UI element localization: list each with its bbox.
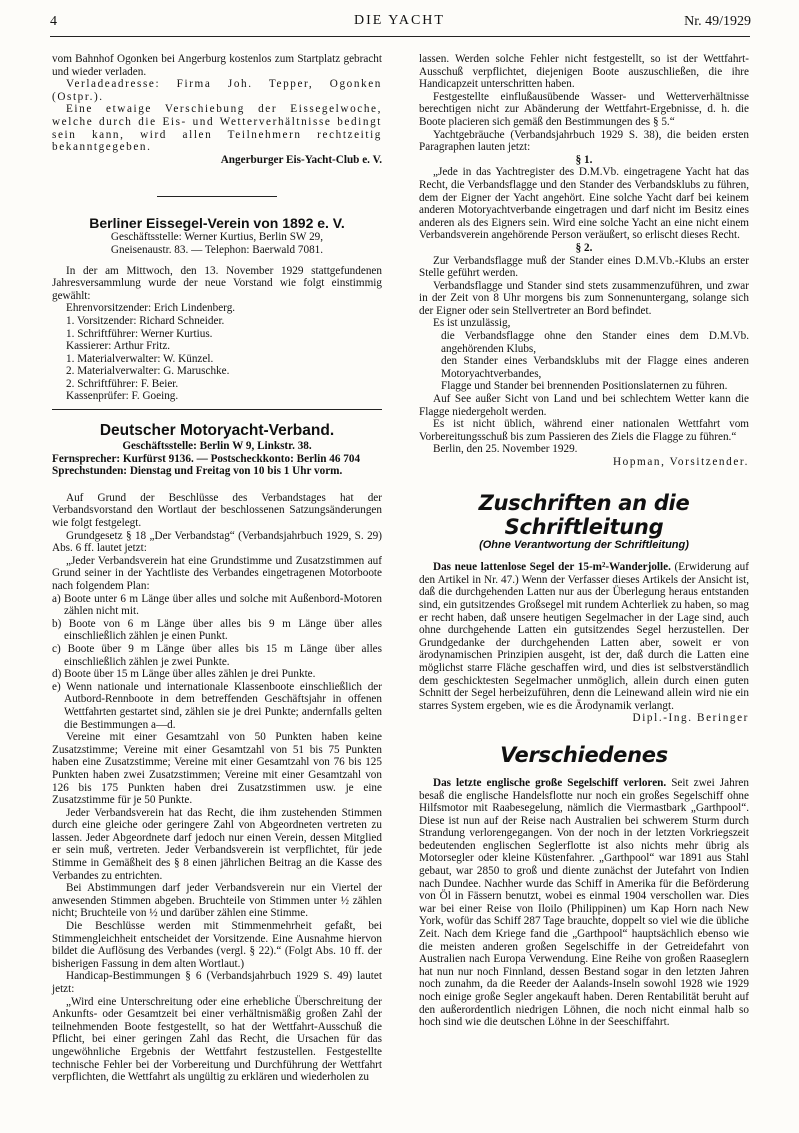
letter-body — [419, 561, 749, 712]
indented-clause: die Verbandsflagge ohne den Stander eines dem D.M.Vb. angehörenden Klubs, — [441, 330, 749, 355]
dmv-paragraph: Jeder Verbandsverein hat das Recht, die ihm zustehenden Stimmen durch eine gleiche oder geringere Zahl von Abgeordneten vertreten zu lassen. Jeder Abgeordnete darf jedoch nur einen Verein, dessen Mitglied er sein muß, vertreten. Jeder Verbandsverein ist verpflichtet, für jede Stimme in Gemäßheit des § 8 einen jährlichen Beitrag an die Kasse des Verbandes zu entrichten. — [52, 806, 382, 882]
running-header — [0, 12, 799, 32]
dmv-list-item: a) Boote unter 6 m Länge über alles und solche mit Außenbord-Motoren zählen nicht mit. — [52, 592, 382, 618]
board-member: 1. Schriftführer: Werner Kurtius. — [66, 327, 213, 340]
dmv-hours: Sprechstunden: Dienstag und Freitag von 10 bis 1 Uhr vorm. — [52, 465, 343, 478]
board-member: 1. Materialverwalter: W. Künzel. — [66, 352, 214, 365]
dmv-phone: Fernsprecher: Kurfürst 9136. — Postscheckkonto: Berlin 46 704 — [52, 452, 361, 465]
continued-paragraph: Zur Verbandsflagge muß der Stander eines D.M.Vb.-Klubs an erster Stelle geführt werden. — [419, 254, 749, 280]
chairman-signature: Hopman, Vorsitzender. — [612, 456, 749, 468]
board-member: 2. Schriftführer: F. Beier. — [66, 377, 179, 390]
section-mark: § 1. — [575, 153, 593, 166]
board-member: Kassenprüfer: F. Goeing. — [66, 390, 179, 403]
club-signature: Angerburger Eis-Yacht-Club e. V. — [220, 153, 382, 166]
board-member-list — [52, 302, 382, 403]
dmv-list-item: b) Boote von 6 m Länge über alles bis 9 m Länge über alles einschließlich zählen je einen Punkt. — [52, 617, 382, 643]
continued-paragraph: Festgestellte einflußausübende Wasser- und Wetterverhältnisse berechtigen nicht zur Abänderung der Wettfahrt-Ergebnisse, d. h. die Boote placieren sich gemäß den Bestimmungen des § 5.“ — [419, 90, 749, 128]
dmv-list-item: d) Boote über 15 m Länge über alles zählen je drei Punkte. — [52, 668, 316, 681]
misc-body — [419, 777, 749, 1029]
board-member: 2. Materialverwalter: G. Maruschke. — [66, 365, 230, 378]
postponement-notice: Eine etwaige Verschiebung der Eissegelwoche, welche durch die Eis- und Wetterverhältnisse bedingt sein kann, wird allen Teilnehmern rechtzeitig bekanntgegeben. — [52, 103, 382, 154]
indented-clause: Flagge und Stander bei brennenden Positionslaternen zu führen. — [441, 380, 728, 393]
right-column — [419, 53, 749, 1029]
continued-paragraph: „Jede in das Yachtregister des D.M.Vb. eingetragene Yacht hat das Recht, die Verbandsflagge und den Stander des Verbandsklubs zu führen, dem der Eigner der Yacht angehört. Eine solche Yacht darf bei keinem anderen Motoryachtverbande eingetragen und darf nicht im Besitz eines anderen als des Eigners sein. Wird eine solche Yacht an eine nicht einem Verbandsverein angehörende Person veräußert, so erlischt dieses Recht. — [419, 166, 749, 242]
dmv-office: Geschäftsstelle: Berlin W 9, Linkstr. 38. — [122, 440, 312, 453]
board-member: Ehrenvorsitzender: Erich Lindenberg. — [66, 302, 236, 315]
letters-subheading: (Ohne Verantwortung der Schriftleitung) — [479, 538, 689, 551]
berliner-paragraph: In der am Mittwoch, den 13. November 1929 stattgefundenen Jahresversammlung wurde der neue Vorstand wie folgt einstimmig gewählt: — [52, 264, 382, 302]
dmv-list-item: c) Boote über 9 m Länge über alles bis 15 m Länge über alles einschließlich zählen je zwei Punkte. — [52, 642, 382, 668]
misc-text: Seit zwei Jahren besaß die englische Handelsflotte nur noch ein großes Segelschiff ohne Hilfsmotor mit Raabesegelung, nämlich die Viermastbark „Garthpool“. Diese ist nun auf der Reise nach Australien bei schwerem Sturm durch Strandung verlorengegangen. Von der noch in der letzten Vorkriegszeit bedeutenden englischen Seglerflotte ist also nichts mehr übrig als Motorsegler oder kleine Küstenfahrer. „Garthpool“ war 1891 aus Stahl gebaut, war 2850 to groß und diente zunächst der Jutefahrt von Indien nach Dundee. Nachher wurde das Schiff in Amerika für die Beförderung von Öl in Fässern benutzt, wobei es einmal 1904 verschollen war. Dies war bei einer Reise von Iloilo (Philippinen) um Kap Horn nach New York, wofür das Schiff 287 Tage brauchte, doppelt so viel wie die übliche Zeit. Nach dem Kriege fand die „Garthpool“ hauptsächlich ebenso wie die meisten anderen großen Segelschiffe in der Getreidefahrt von Australien nach Europa Verwendung. Eine Reihe von großen Raaseglern hat nun nur noch Finnland, dessen Bestand sogar in den letzten Jahren noch zunahm, da die Reeder der Aalands-Inseln sowohl 1928 wie 1929 noch einige große Segler angekauft haben. Deren Rentabilität beruht auf den außerordentlich niedrigen Löhnen, die noch nicht einmal halb so hoch sind wie die deutschen Löhne in der Seeschiffahrt. — [419, 776, 749, 1029]
continued-paragraph: Es ist unzulässig, — [433, 317, 511, 330]
dmv-paragraph: „Wird eine Unterschreitung oder eine erhebliche Überschreitung der Ankunfts- oder Gesamtzeit bei einer verhältnismäßig großen Zahl der teilnehmenden Boote festgestellt, so hat der Wettfahrt-Ausschuß die Pflicht, bei einer geringen Zahl das Recht, die Ursachen für das ungewöhnliche Ergebnis der Wettfahrt festzustellen. Festgestellte technische Fehler bei der Vorbereitung und Durchführung der Wettfahrt verpflichten, die Wettfahrt als ungültig zu erklären und wiederholen zu — [52, 995, 382, 1084]
misc-lead: Das letzte englische große Segelschiff verloren. — [433, 776, 667, 789]
magazine-title: DIE YACHT — [354, 13, 445, 28]
berliner-address-1: Geschäftsstelle: Werner Kurtius, Berlin SW 29, — [110, 231, 324, 244]
dmv-paragraph: Vereine mit einer Gesamtzahl von 50 Punkten haben keine Zusatzstimme; Vereine mit einer Gesamtzahl von 51 bis 75 Punkten haben eine Zusatzstimme; Vereine mit einer Gesamtzahl von 76 bis 125 Punkten haben zwei Zusatzstimmen; Vereine mit einer Gesamtzahl von 126 bis 175 Punkten haben drei Zusatzstimmen usw. je eine Zusatzstimme für je 50 Punkte. — [52, 731, 382, 807]
board-member: 1. Vorsitzender: Richard Schneider. — [66, 314, 225, 327]
continued-paragraph: Auf See außer Sicht von Land und bei schlechtem Wetter kann die Flagge niedergeholt werden. — [419, 393, 749, 418]
letter-lead: Das neue lattenlose Segel der 15-m²-Wanderjolle. — [433, 561, 671, 574]
continued-paragraph: Es ist nicht üblich, während einer nationalen Wettfahrt vom Vorbereitungsschuß bis zum Passieren des Ziels die Flagge zu führen.“ — [419, 418, 749, 443]
berliner-address-2: Gneisenaustr. 83. — Telephon: Baerwald 7081. — [110, 243, 324, 256]
continued-paragraph: lassen. Werden solche Fehler nicht festgestellt, so ist der Wettfahrt-Ausschuß verpflichtet, diejenigen Boote auszuschließen, die ihre Handicapzeit unterschritten haben. — [419, 53, 749, 91]
continued-paragraph: Verbandsflagge und Stander sind stets zusammenzuführen, und zwar in der Zeit von 8 Uhr morgens bis zum Sonnenuntergang, solange sich der Eigner oder sein Stellvertreter an Bord befindet. — [419, 279, 749, 317]
letters-heading: Zuschriften an die Schriftleitung — [478, 490, 690, 539]
dateline: Berlin, den 25. November 1929. — [433, 443, 578, 456]
dmv-paragraph: Handicap-Bestimmungen § 6 (Verbandsjahrbuch 1929 S. 49) lautet jetzt: — [52, 970, 382, 995]
intro-paragraph: vom Bahnhof Ogonken bei Angerburg kostenlos zum Startplatz gebracht und wieder verladen. — [52, 53, 382, 78]
issue-number: Nr. 49/1929 — [684, 14, 751, 29]
berliner-title: Berliner Eissegel-Verein von 1892 e. V. — [89, 215, 345, 232]
header-rule — [50, 36, 750, 37]
letter-signature: Dipl.-Ing. Beringer — [632, 712, 749, 725]
letter-text: (Erwiderung auf den Artikel in Nr. 47.) Wenn der Verfasser dieses Artikels der Ansicht ist, daß die durchgehenden Latten nur aus der Überlegung heraus entstanden sind, ein gutsitzendes Großsegel mit rundem Achterliek zu haben, so mag er recht haben, daß unsere heutigen Segelmacher in der Lage sind, auch ohne durchgehende Latten ein gutsitzendes Segel herzustellen. Der Grundgedanke der durchgehenden Latten aber, soweit er von ärodynamischen Prinzipien ausgeht, ist der, daß durch die Latten eine möglichst starre Fläche geschaffen wird, und dies ist selbstverständlich dem geschicktesten Segelmacher unmöglich, allein durch einen guten Schnitt der Segel herbeizuführen, denn die Leinewand allein wird nie ein starres System ergeben, wie es die Ärodynamik verlangt. — [419, 561, 750, 712]
dmv-title: Deutscher Motoryacht-Verband. — [99, 422, 335, 440]
section-divider — [52, 409, 382, 410]
dmv-paragraph: Die Beschlüsse werden mit Stimmenmehrheit gefaßt, bei Stimmengleichheit entscheidet der Vorsitzende. Eine Ausnahme hiervon bildet die Auflösung des Verbandes (vergl. § 22).“ (Folgt Abs. 10 ff. der bisherigen Fassung in dem alten Wortlaut.) — [52, 920, 382, 970]
misc-heading: Verschiedenes — [500, 742, 668, 767]
dmv-paragraph: Bei Abstimmungen darf jeder Verbandsverein nur ein Viertel der anwesenden Stimmen abgeben. Bruchteile von Stimmen unter ½ zählen nicht; Bruchteile von ½ und darüber zählen eine Stimme. — [52, 882, 382, 920]
page-number: 4 — [50, 14, 57, 29]
section-mark: § 2. — [575, 241, 593, 254]
shipping-address: Verladeadresse: Firma Joh. Tepper, Ogonken (Ostpr.). — [52, 78, 382, 103]
dmv-paragraph: Auf Grund der Beschlüsse des Verbandstages hat der Verbandsvorstand den Wortlaut der beschlossenen Satzungsänderungen wie folgt festgelegt. — [52, 491, 382, 530]
dmv-list-item: e) Wenn nationale und internationale Klassenboote einschließlich der Autbord-Rennboote in dem betreffenden Geschäftsjahr in offenen Wettfahrten gestartet sind, zählen sie je drei Punkte; andernfalls gelten die Bestimmungen a—d. — [52, 680, 382, 731]
section-divider — [157, 196, 277, 197]
board-member: Kassierer: Arthur Fritz. — [66, 340, 171, 353]
dmv-paragraph: „Jeder Verbandsverein hat eine Grundstimme und Zusatzstimmen auf Grund seiner in der Yachtliste des Verbandes eingetragenen Motorboote nach folgendem Plan: — [52, 554, 382, 592]
left-column — [52, 53, 382, 1084]
indented-clause: den Stander eines Verbandsklubs mit der Flagge eines anderen Motoryachtverbandes, — [441, 355, 749, 380]
dmv-paragraph: Grundgesetz § 18 „Der Verbandstag“ (Verbandsjahrbuch 1929, S. 29) Abs. 6 ff. lautet jetzt: — [52, 529, 382, 555]
continued-paragraph: Yachtgebräuche (Verbandsjahrbuch 1929 S. 38), die beiden ersten Paragraphen lauten jetzt: — [419, 128, 749, 154]
